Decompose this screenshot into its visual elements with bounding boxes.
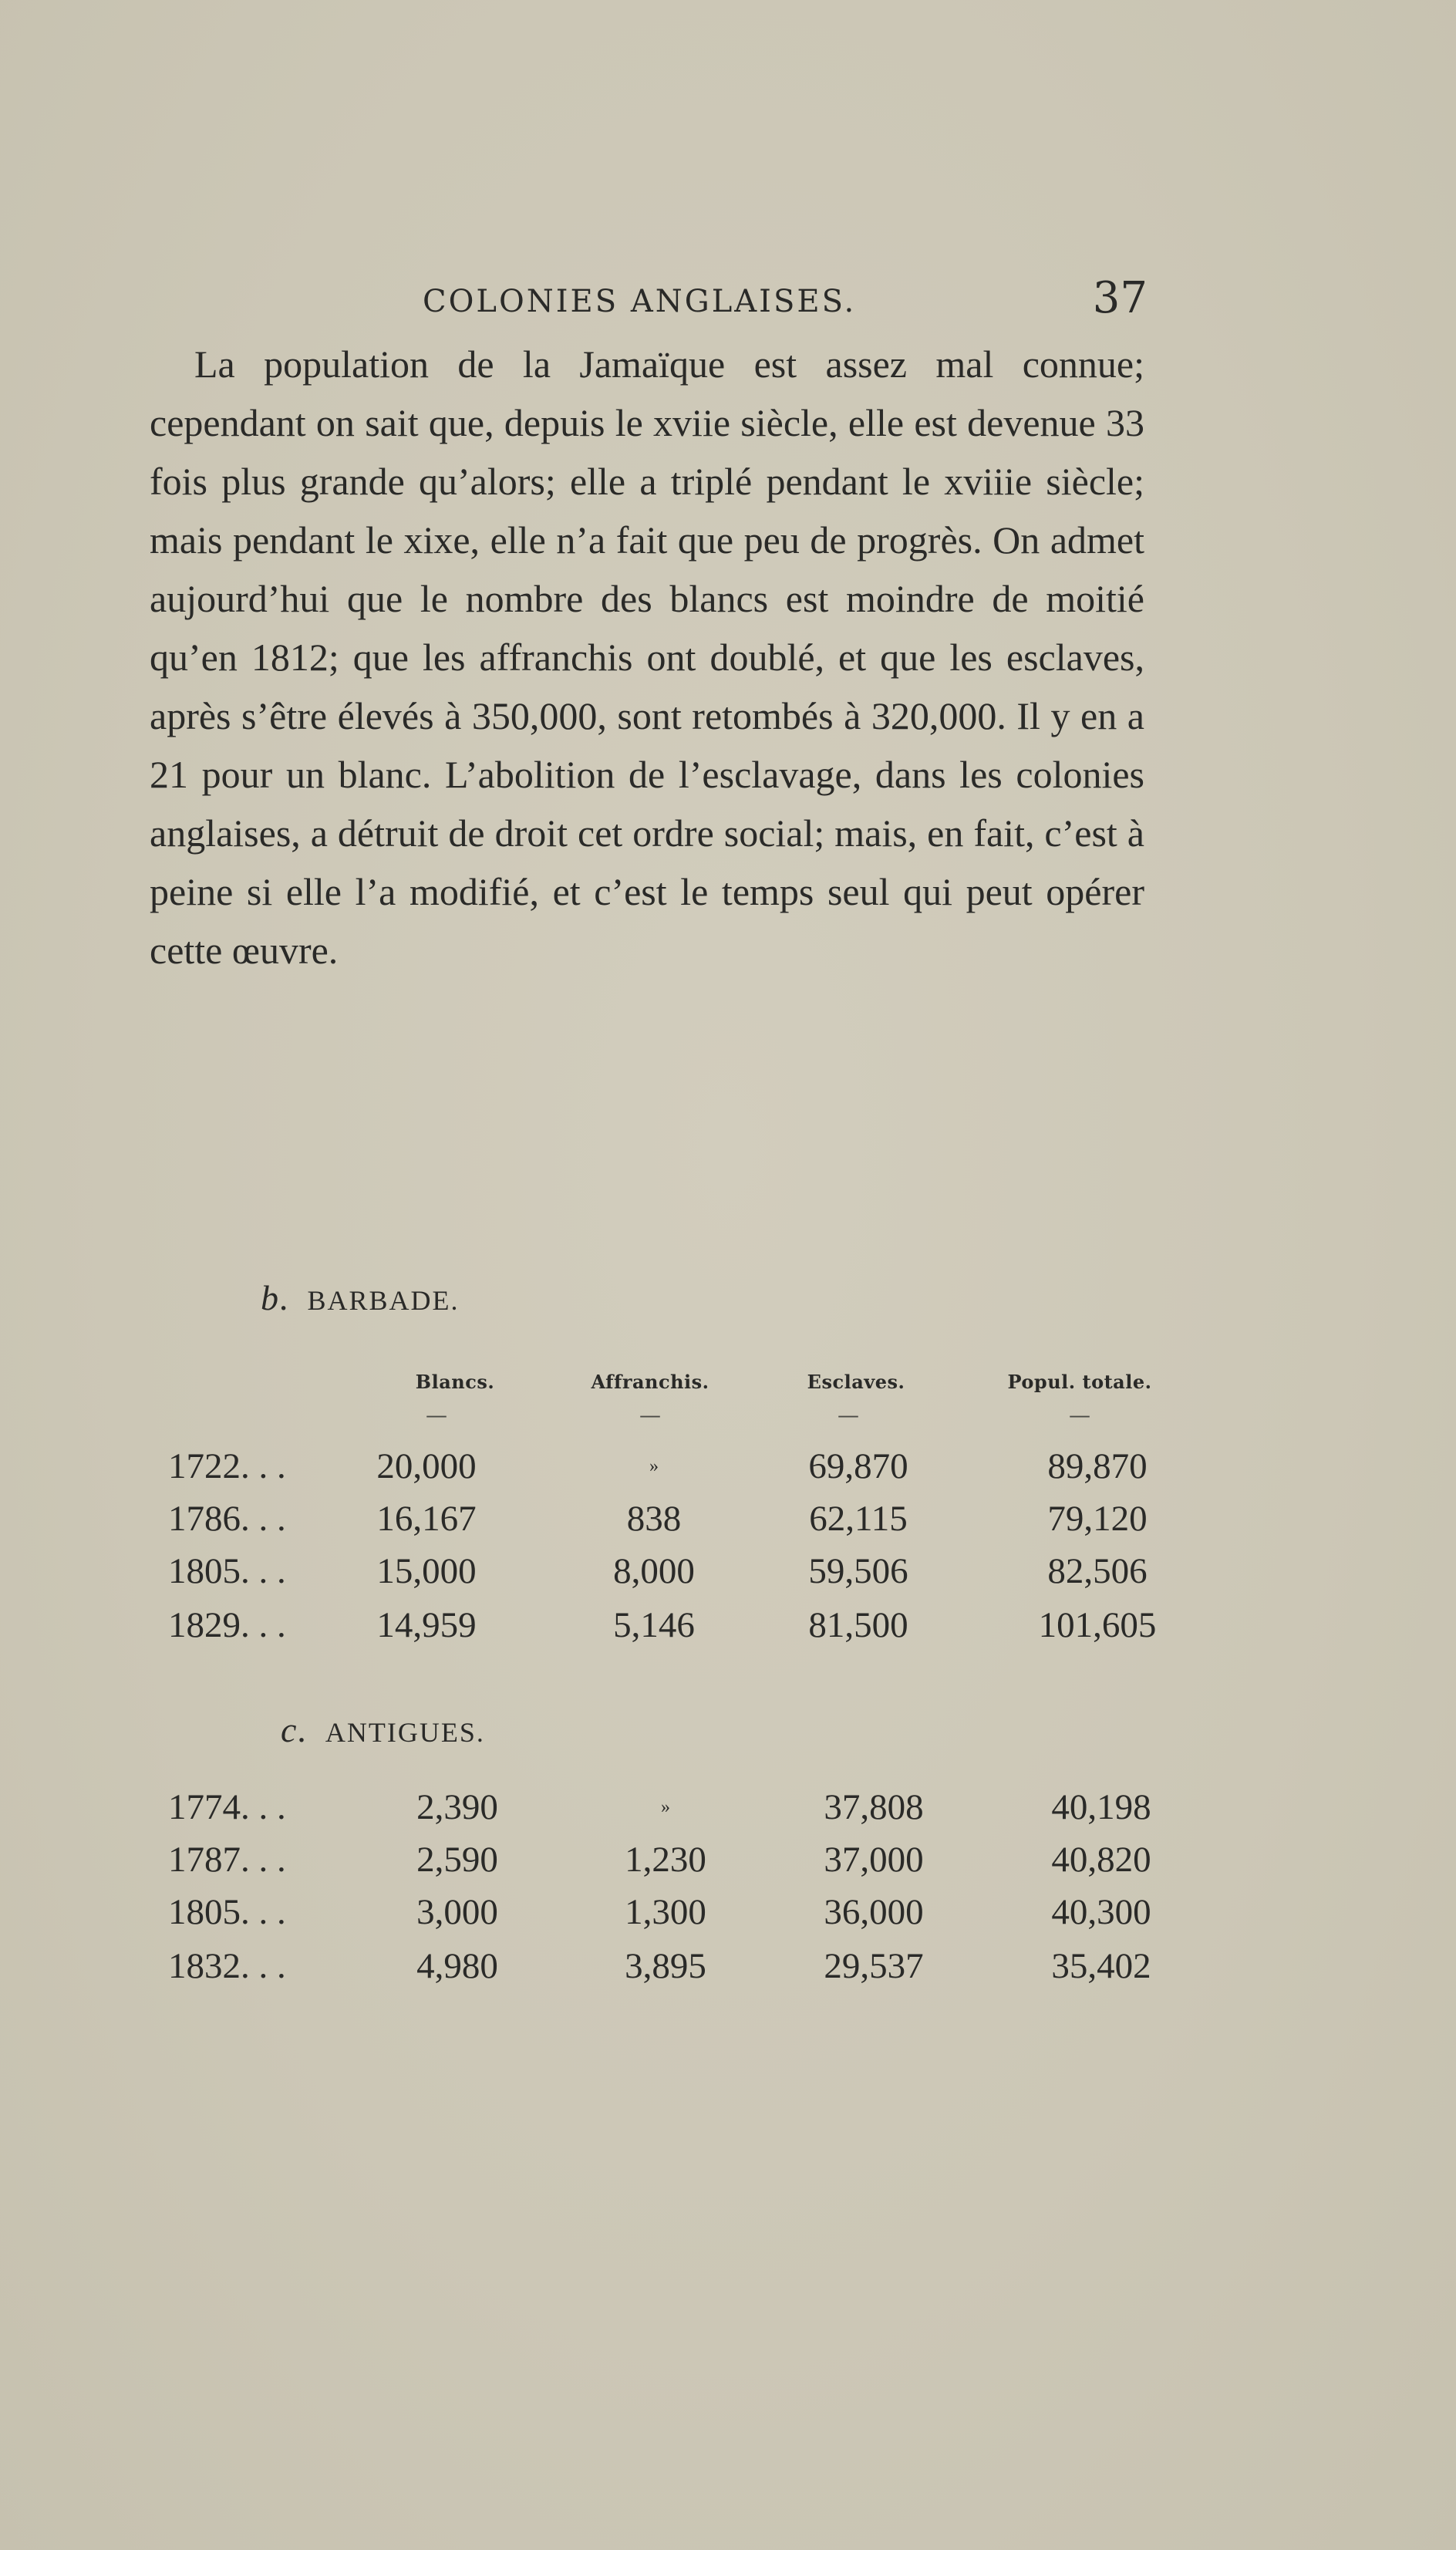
cell-popul-totale: 40,198 [1051, 1787, 1151, 1827]
table-row [168, 1786, 1171, 1837]
cell-blancs: 2,590 [416, 1840, 498, 1880]
cell-blancs: 3,000 [416, 1892, 498, 1932]
cell-blancs: 4,980 [416, 1946, 498, 1986]
section-title-barbade [261, 1277, 460, 1318]
table-row [168, 1445, 1171, 1496]
cell-popul-totale: 79,120 [1047, 1499, 1148, 1539]
cell-blancs: 2,390 [416, 1787, 498, 1827]
column-dash: — [639, 1402, 661, 1428]
table-row [168, 1839, 1171, 1890]
cell-blancs: 20,000 [376, 1446, 477, 1486]
cell-affranchis: 8,000 [613, 1551, 695, 1591]
cell-esclaves: 36,000 [824, 1892, 924, 1932]
table-row [168, 1945, 1171, 1996]
column-dash: — [426, 1402, 447, 1428]
cell-esclaves: 69,870 [808, 1446, 908, 1486]
running-title: COLONIES ANGLAISES. [423, 284, 857, 319]
table-row [168, 1550, 1171, 1601]
cell-esclaves: 59,506 [808, 1551, 908, 1591]
cell-affranchis: » [661, 1797, 670, 1817]
column-header-affranchis: Affranchis. [591, 1371, 709, 1393]
cell-popul-totale: 82,506 [1047, 1551, 1148, 1591]
cell-esclaves: 29,537 [824, 1946, 924, 1986]
cell-blancs: 16,167 [376, 1499, 477, 1539]
cell-esclaves: 37,000 [824, 1840, 924, 1880]
paragraph: La population de la Jamaïque est assez mal connue; cependant on sait que, depuis le xviie siècle, elle est devenue 33 fois plus grande qu’alors; elle a triplé pendant le xviiie siècle; mais pendant le xixe, elle n’a fait que peu de progrès. On admet aujourd’hui que le nombre des blancs est moindre de moitié qu’en 1812; que les affranchis ont doublé, et que les esclaves, après s’être élevés à 350,000, sont retombés à 320,000. Il y en a 21 pour un blanc. L’abolition de l’esclavage, dans les colonies anglaises, a détruit de droit cet ordre social; mais, en fait, c’est à peine si elle l’a modifié, et c’est le temps seul qui peut opérer cette œuvre. [150, 342, 1144, 972]
section-title-antigues [281, 1709, 485, 1750]
running-head [423, 273, 1148, 330]
cell-blancs: 14,959 [376, 1605, 477, 1645]
cell-affranchis: » [649, 1456, 659, 1476]
column-header-esclaves: Esclaves. [807, 1371, 905, 1393]
cell-affranchis: 5,146 [613, 1605, 695, 1645]
cell-popul-totale: 40,820 [1051, 1840, 1151, 1880]
cell-esclaves: 62,115 [809, 1499, 908, 1539]
row-year: 1829. . . [168, 1605, 286, 1645]
table-row [168, 1498, 1171, 1549]
row-year: 1832. . . [168, 1946, 286, 1986]
table-row [168, 1604, 1171, 1655]
column-dash: — [1069, 1402, 1090, 1428]
row-year: 1787. . . [168, 1840, 286, 1880]
section-letter: b. [261, 1278, 291, 1317]
cell-popul-totale: 40,300 [1051, 1892, 1151, 1932]
row-year: 1805. . . [168, 1892, 286, 1932]
table-row [168, 1891, 1171, 1942]
row-year: 1774. . . [168, 1787, 286, 1827]
cell-esclaves: 37,808 [824, 1787, 924, 1827]
row-year: 1722. . . [168, 1446, 286, 1486]
cell-popul-totale: 35,402 [1051, 1946, 1151, 1986]
cell-affranchis: 838 [626, 1499, 682, 1539]
cell-affranchis: 1,300 [625, 1892, 706, 1932]
cell-popul-totale: 89,870 [1047, 1446, 1148, 1486]
cell-blancs: 15,000 [376, 1551, 477, 1591]
page-number: 37 [1092, 273, 1148, 323]
section-name: BARBADE. [307, 1285, 460, 1316]
row-year: 1786. . . [168, 1499, 286, 1539]
section-name: ANTIGUES. [325, 1717, 485, 1748]
column-dash: — [838, 1402, 859, 1428]
cell-affranchis: 3,895 [625, 1946, 706, 1986]
column-header-popul-totale: Popul. totale. [1007, 1371, 1152, 1393]
cell-popul-totale: 101,605 [1038, 1605, 1157, 1645]
section-letter: c. [281, 1710, 308, 1749]
cell-affranchis: 1,230 [625, 1840, 706, 1880]
body-text [150, 335, 1144, 980]
column-header-blancs: Blancs. [415, 1371, 495, 1393]
row-year: 1805. . . [168, 1551, 286, 1591]
cell-esclaves: 81,500 [808, 1605, 908, 1645]
